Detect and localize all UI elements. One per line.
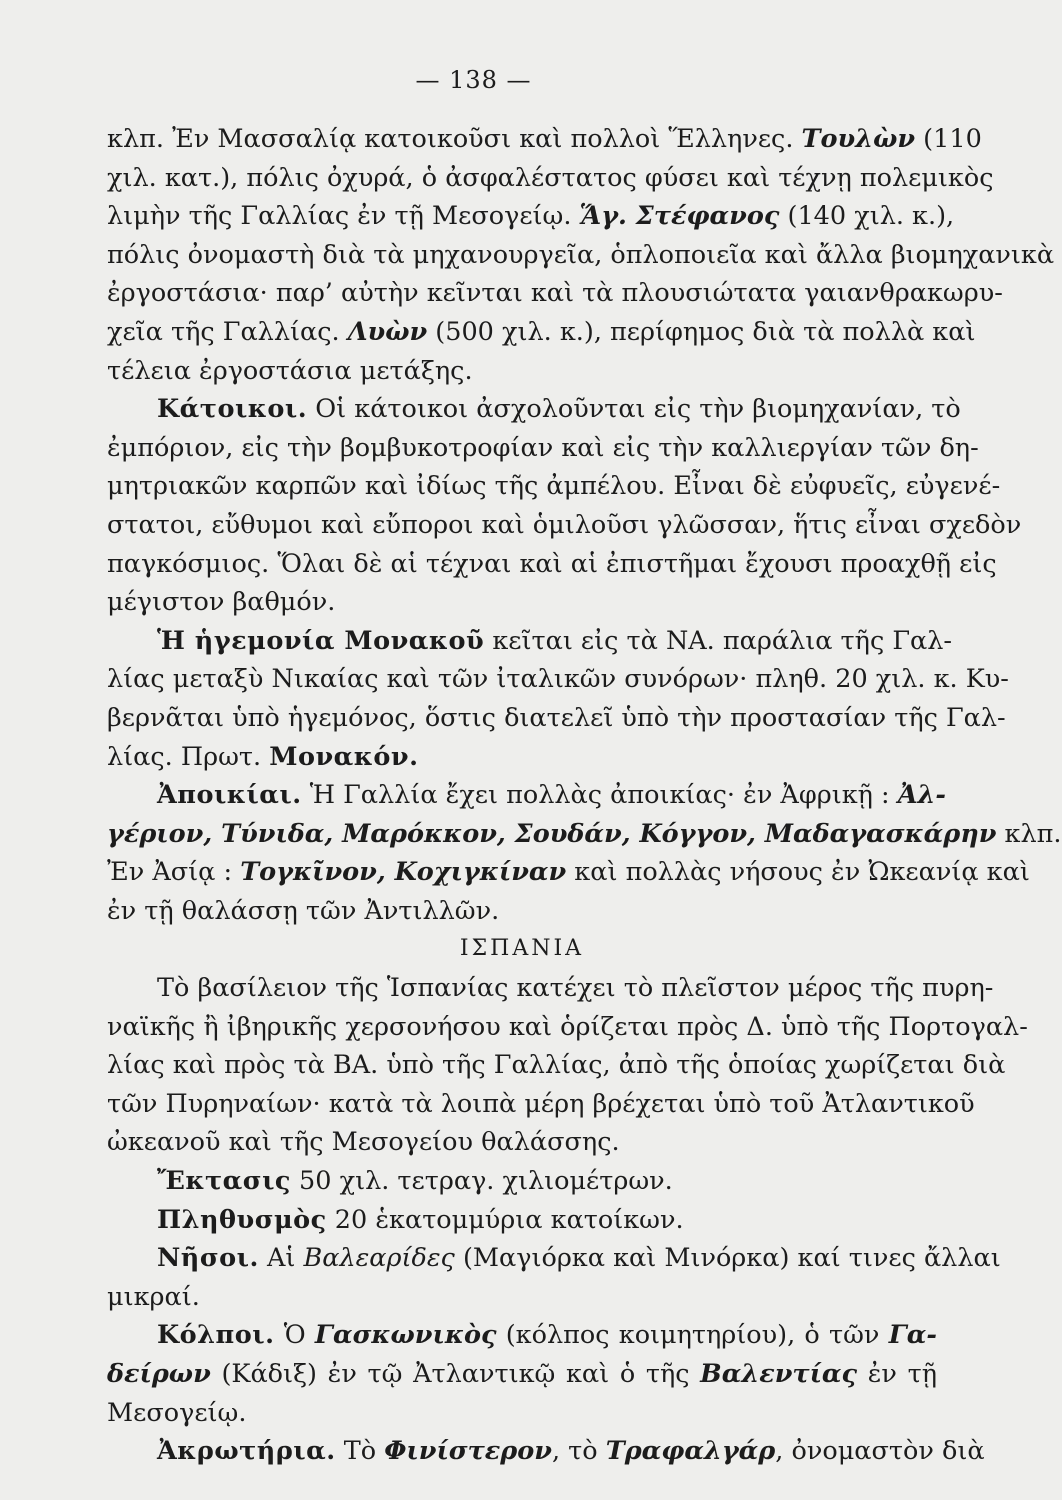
text-segment: βερνᾶται ὑπὸ ἡγεμόνος, ὅστις διατελεῖ ὑπὸ τὴν προστασίαν τῆς Γαλ- <box>107 702 1006 733</box>
text-segment: ὠκεανοῦ καὶ τῆς Μεσογείου θαλάσσης. <box>107 1127 620 1158</box>
text-line <box>107 930 937 969</box>
text-segment: (Μαγιόρκα καὶ Μινόρκα) καί τινες ἄλλαι <box>454 1243 1001 1274</box>
text-segment: ἐν τῇ <box>857 1359 937 1389</box>
text-segment: γέριον, Τύνιδα, Μαρόκκον, Σουδάν, Κόγγον, Μαδαγασκάρην <box>107 818 997 849</box>
text-segment: χεῖα τῆς Γαλλίας. <box>107 316 348 347</box>
text-segment: Ἀλ- <box>897 780 946 811</box>
text-line <box>107 506 1022 545</box>
text-segment: (500 χιλ. κ.), περίφημος διὰ τὰ πολλὰ καὶ <box>427 316 976 347</box>
text-line <box>107 815 1062 854</box>
text-line <box>107 699 1006 738</box>
text-segment: (140 χιλ. κ.), <box>779 201 955 232</box>
text-segment: Μεσογείῳ. <box>107 1397 247 1428</box>
text-line <box>107 738 937 777</box>
text-line <box>107 776 946 815</box>
text-line <box>107 1355 937 1394</box>
text-segment: Γασκωνικὸς <box>314 1320 497 1351</box>
text-segment: (Κάδιξ) ἐν τῷ Ἀτλαντικῷ καὶ ὁ τῆς <box>210 1359 701 1389</box>
text-line <box>107 274 1003 313</box>
text-segment: Κόλποι. <box>157 1320 275 1351</box>
text-segment: λίας. Πρωτ. <box>107 741 270 772</box>
text-segment: Ἅγ. Στέφανος <box>579 201 780 232</box>
text-line <box>107 1201 937 1240</box>
text-segment: κεῖται εἰς τὰ ΝΑ. παράλια τῆς Γαλ- <box>484 625 953 656</box>
text-segment: μικραί. <box>107 1281 200 1312</box>
text-segment: τέλεια ἐργοστάσια μετάξης. <box>107 355 473 386</box>
text-segment: 20 ἑκατομμύρια κατοίκων. <box>326 1204 684 1235</box>
text-segment: Ἡ ἡγεμονία Μονακοῦ <box>157 625 485 656</box>
text-segment: καὶ πολλὰς νήσους ἐν Ὠκεανίᾳ καὶ <box>566 857 1030 888</box>
text-segment: Ἀκρωτήρια. <box>157 1436 336 1467</box>
text-segment: Αἱ <box>258 1243 304 1274</box>
text-segment: Ἡ Γαλλία ἔχει πολλὰς ἀποικίας· ἐν Ἀφρικῇ : <box>301 780 898 811</box>
text-segment: Βαλεαρίδες <box>303 1243 455 1274</box>
text-line <box>107 1046 1006 1085</box>
text-segment: Μονακόν. <box>269 741 419 772</box>
text-segment: παγκόσμιος. Ὅλαι δὲ αἱ τέχναι καὶ αἱ ἐπιστῆμαι ἔχουσι προαχθῇ εἰς <box>107 548 997 579</box>
text-segment: πόλις ὀνομαστὴ διὰ τὰ μηχανουργεῖα, ὁπλοποιεῖα καὶ ἄλλα βιομηχανικὰ <box>107 239 1055 270</box>
text-segment: Φινίστερον <box>384 1436 552 1467</box>
text-segment: κλπ. Ἐν Μασσαλίᾳ κατοικοῦσι καὶ πολλοὶ Ἕλληνες. <box>107 124 802 154</box>
text-segment: ναϊκῆς ἢ ἰβηρικῆς χερσονήσου καὶ ὁρίζεται πρὸς Δ. ὑπὸ τῆς Πορτογαλ- <box>107 1011 1028 1042</box>
page-number: — 138 — <box>415 66 532 94</box>
text-segment: ΙΣΠΑΝΙΑ <box>459 936 585 962</box>
text-line <box>107 583 937 622</box>
text-segment: ἐν τῇ θαλάσσῃ τῶν Ἀντιλλῶν. <box>107 895 500 926</box>
text-line <box>107 120 982 159</box>
text-segment: λίας μεταξὺ Νικαίας καὶ τῶν ἰταλικῶν συνόρων· πληθ. 20 χιλ. κ. Κυ- <box>107 664 1009 695</box>
text-line <box>107 622 953 661</box>
text-segment: , τὸ <box>551 1436 606 1467</box>
text-segment: , ὀνομαστὸν διὰ <box>775 1436 985 1467</box>
text-segment: Ἔκτασις <box>157 1166 291 1197</box>
text-line <box>107 352 937 391</box>
text-line <box>107 1162 937 1201</box>
text-segment: Κάτοικοι. <box>157 394 308 425</box>
text-line <box>107 892 937 931</box>
text-line <box>107 1278 937 1317</box>
text-segment: Γα- <box>888 1320 937 1351</box>
text-line <box>107 1085 975 1124</box>
text-segment: λίας καὶ πρὸς τὰ ΒΑ. ὑπὸ τῆς Γαλλίας, ἀπὸ τῆς ὁποίας χωρίζεται διὰ <box>107 1050 1006 1081</box>
text-segment: Βαλεντίας <box>700 1359 858 1389</box>
text-segment: κλπ. <box>996 818 1062 849</box>
text-segment: μητριακῶν καρπῶν καὶ ἰδίως τῆς ἀμπέλου. Εἶναι δὲ εὐφυεῖς, εὐγενέ- <box>107 471 1001 502</box>
text-segment: 50 χιλ. τετραγ. χιλιομέτρων. <box>290 1166 673 1197</box>
text-segment: Ὁ <box>274 1320 315 1351</box>
text-line <box>107 1239 1001 1278</box>
text-line <box>107 390 961 429</box>
text-segment: Τογκῖνον, Κοχιγκίναν <box>240 857 567 888</box>
text-line <box>107 236 1055 275</box>
text-segment: Λυὼν <box>347 316 428 347</box>
text-segment: στατοι, εὔθυμοι καὶ εὔποροι καὶ ὁμιλοῦσι γλῶσσαν, ἥτις εἶναι σχεδὸν <box>107 509 1022 540</box>
text-line <box>107 545 997 584</box>
text-segment: μέγιστον βαθμόν. <box>107 587 336 618</box>
text-segment: Τραφαλγάρ <box>605 1436 776 1467</box>
text-line <box>107 1432 985 1471</box>
text-line <box>107 197 955 236</box>
text-line <box>107 1123 937 1162</box>
text-segment: ἐμπόριον, εἰς τὴν βομβυκοτροφίαν καὶ εἰς τὴν καλλιεργίαν τῶν δη- <box>107 432 979 463</box>
text-segment: Τὸ βασίλειον τῆς Ἱσπανίας κατέχει τὸ πλεῖστον μέρος τῆς πυρη- <box>157 973 994 1004</box>
text-segment: (110 <box>915 124 982 154</box>
text-segment: (κόλπος κοιμητηρίου), ὁ τῶν <box>496 1320 889 1351</box>
text-segment: λιμὴν τῆς Γαλλίας ἐν τῇ Μεσογείῳ. <box>107 201 580 232</box>
text-line <box>107 429 979 468</box>
text-segment: ἐργοστάσια· παρ’ αὐτὴν κεῖνται καὶ τὰ πλουσιώτατα γαιανθρακωρυ- <box>107 278 1003 309</box>
body-text <box>107 120 1062 1471</box>
text-segment: Ἀποικίαι. <box>157 780 302 811</box>
text-segment: τῶν Πυρηναίων· κατὰ τὰ λοιπὰ μέρη βρέχεται ὑπὸ τοῦ Ἀτλαντικοῦ <box>107 1088 975 1119</box>
text-segment: Ἐν Ἀσίᾳ : <box>107 857 241 888</box>
text-line <box>107 467 1001 506</box>
text-segment: δείρων <box>107 1359 211 1389</box>
text-line <box>107 159 994 198</box>
text-line <box>107 660 1009 699</box>
text-segment: Νῆσοι. <box>157 1243 259 1274</box>
text-segment: Τουλὼν <box>801 124 916 154</box>
text-segment: χιλ. κατ.), πόλις ὀχυρά, ὁ ἀσφαλέστατος φύσει καὶ τέχνῃ πολεμικὸς <box>107 162 994 193</box>
text-segment: Οἱ κάτοικοι ἀσχολοῦνται εἰς τὴν βιομηχανίαν, τὸ <box>307 394 961 425</box>
text-line <box>107 1008 1028 1047</box>
text-segment: Πληθυσμὸς <box>157 1204 327 1235</box>
text-line <box>107 313 976 352</box>
text-line <box>107 1394 937 1433</box>
text-line <box>107 853 1030 892</box>
text-line <box>107 969 994 1008</box>
text-line <box>107 1316 937 1355</box>
text-segment: Τὸ <box>335 1436 385 1467</box>
